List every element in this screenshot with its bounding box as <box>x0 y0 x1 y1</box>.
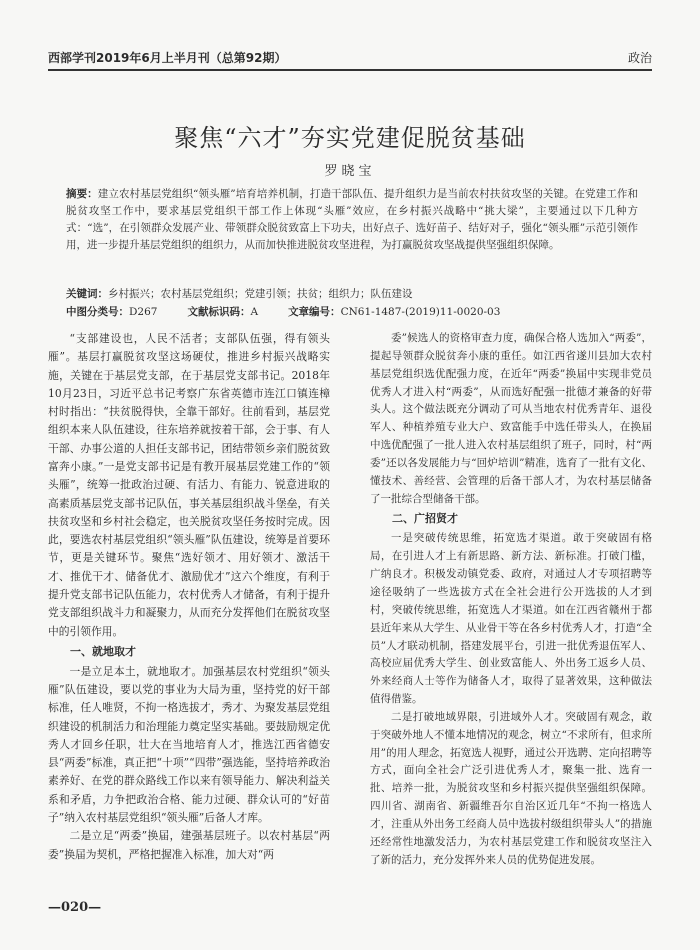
abstract-label: 摘要： <box>66 188 98 200</box>
classification-meta <box>66 304 638 321</box>
abstract-text: 建立农村基层党组织“领头雁”培育培养机制，打造干部队伍、提升组织力是当前农村扶贫攻坚的关键。在党建工作和脱贫攻坚工作中，要求基层党组织干部工作上体现“头雁”效应，在乡村振兴战略中“挑大梁”，主要通过以下几种方式：“选”，在引领群众发展产业、带领群众脱贫致富上下功夫，出好点子、选好苗子、结好对子，强化“领头雁”示范引领作用，进一步提升基层党组织的组织力，从而加快推进脱贫攻坚进程，为打赢脱贫攻坚战提供坚强组织保障。 <box>66 188 639 251</box>
article-number: 文章编号：CN61-1487-(2019)11-0020-03 <box>288 306 501 318</box>
left-column <box>48 330 330 864</box>
article-author: 罗晓宝 <box>324 164 376 179</box>
doc-code: 文献标识码：A <box>187 306 259 318</box>
right-column <box>370 330 652 869</box>
body-paragraph: “支部建设也，人民不活者；支部队伍强，得有领头雁”。基层打赢脱贫攻坚这场硬仗，推进乡村振兴战略实施，关键在于基层党支部，在于基层党支部书记。2018年10月23日，习近平总书记考察广东省英德市连江口镇连樟村时指出：“扶贫脱得快，全靠干部好。往前看到，基层党组织本来人队伍建设，往东培养就按着干部，会于事、有人干部、办事公道的人担任支部书记，团结带领乡亲们脱贫致富奔小康。”一是党支部书记是有教开展基层党建工作的“领头雁”，统筹一批政治过硬、有活力、有能力、锐意进取的高素质基层党支部书记队伍，事关基层组织战斗堡垒，有关扶贫攻坚和乡村社会稳定，也关脱贫攻坚任务按时完成。因此，要选农村基层党组织“领头雁”队伍建设，统筹是首要环节，更是关键环节。聚焦“选好领才、用好领才、激活干才、推优干才、储备优才、激励优才”这六个维度，有利于提升党支部书记队伍能力，农村优秀人才储备，有利于提升党支部组织战斗力和凝聚力，从而充分发挥他们在脱贫攻坚中的引领作用。 <box>48 332 330 638</box>
section-label: 政治 <box>627 51 652 65</box>
article-title: 聚焦“六才”夯实党建促脱贫基础 <box>174 124 526 152</box>
body-paragraph: 二是立足“两委”换届，建强基层班子。以农村基层“两委”换届为契机，严格把握准入标准，加大对“两 <box>48 829 330 861</box>
abstract <box>66 186 638 254</box>
body-paragraph: 二是打破地域界限，引进域外人才。突破固有观念，敢于突破外地人不懂本地情况的观念，树立“不求所有，但求所用”的用人理念，拓宽选人视野，通过公开选聘、定向招聘等方式，面向全社会广泛引进优秀人才，聚集一批、选育一批、培养一批，为脱贫攻坚和乡村振兴提供坚强组织保障。四川省、湖南省、新疆维吾尔自治区近几年“不拘一格选人才，注重从外出务工经商人员中选拔村级组织带头人”的措施还经常性地激发活力，为农村基层党建工作和脱贫攻坚注入了新的活力，充分发挥外来人员的优势促进发展。 <box>370 710 652 866</box>
journal-title: 西部学刊2019年6月上半月刊（总第92期） <box>48 51 287 65</box>
section-heading: 一、就地取才 <box>70 644 136 658</box>
section-heading: 二、广招贤才 <box>392 512 458 526</box>
keywords-text: 乡村振兴；农村基层党组织；党建引领；扶贫；组织力；队伍建设 <box>108 288 413 300</box>
body-paragraph: 一是立足本土，就地取才。加强基层农村党组织“领头雁”队伍建设，要以党的事业为大局为重，坚持党的好干部标准，任人唯贤，不拘一格选拔才，秀才、为聚发基层党组织建设的机制活力和治理能力奠定坚实基础。要鼓励规定优秀人才回乡任职，壮大在当地培育人才，推选江西省德安县“两委”标准，真正把“十项”“四带”强选能，坚持培养政治素养好、在党的群众路线工作以来有领导能力、解决利益关系和矛盾，力争把政治合格、能力过硬、群众认可的“好苗子”纳入农村基层党组织“领头雁”后备人才库。 <box>48 664 330 825</box>
keywords-label: 关键词： <box>66 288 108 300</box>
body-paragraph: 一是突破传统思维，拓宽选才渠道。敢于突破固有格局，在引进人才上有新思路、新方法、新标准。打破门槛，广纳良才。积极发动镇党委、政府，对通过人才专项招聘等途径吸纳了一些选拔方式在全社会进行公开选拔的人才到村，突破传统思维，拓宽选人才渠道。如在江西省赣州于都县近年来从大学生、从业骨干等在各乡村优秀人才，打造“全员”人才联动机制，搭建发展平台，引进一批优秀退伍军人、高校应届优秀大学生、创业致富能人、外出务工返乡人员、外来经商人士等作为储备人才，取得了显著效果，这种做法值得借鉴。 <box>370 532 652 706</box>
body-paragraph: 委”候选人的资格审查力度，确保合格人选加入“两委”，提起导领群众脱贫奔小康的重任。如江西省遂川县加大农村基层党组织选优配强力度，在近年“两委”换届中实现非党员优秀人才进入村“两委”，从而选好配强一批德才兼备的好带头人。这个做法既充分调动了可从当地农村优秀青年、退役军人、种植养殖专业大户、致富能手中选任带头人，在换届中选优配强了一批人进入农村基层组织了班子，同时，村“两委”还以各发展能力与“回炉培训”精准，选育了一批有文化、懂技术、善经营、会管理的后备干部人才，为农村基层储备了一批综合型储备干部。 <box>370 332 652 505</box>
page-header <box>48 40 652 71</box>
keywords <box>66 286 638 303</box>
clc-code: 中图分类号：D267 <box>66 306 158 318</box>
page-number: —020— <box>48 900 102 915</box>
